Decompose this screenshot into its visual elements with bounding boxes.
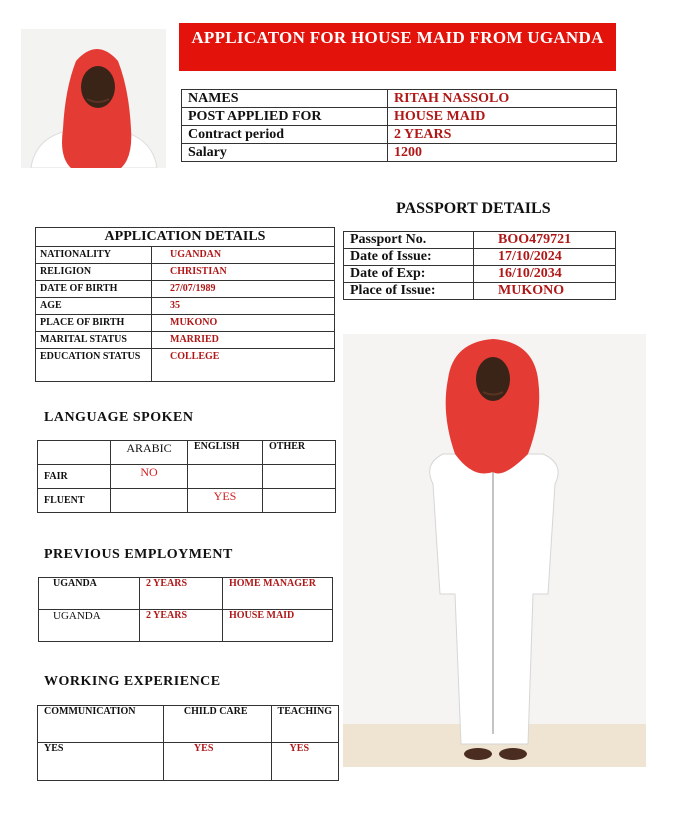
portrait-photo [21, 29, 166, 168]
table-row [36, 298, 335, 315]
table-row [38, 489, 336, 513]
language-corner-cell [38, 441, 111, 465]
expiry-date-label: Date of Exp: [344, 266, 474, 283]
table-row [344, 283, 616, 300]
communication-value: YES [38, 743, 164, 781]
post-value: HOUSE MAID [388, 108, 617, 126]
table-row [36, 281, 335, 298]
names-label: NAMES [182, 90, 388, 108]
expiry-date-value: 16/10/2034 [474, 266, 616, 283]
religion-value: CHRISTIAN [152, 264, 335, 281]
fluent-other-value [263, 489, 336, 513]
table-row [36, 247, 335, 264]
marital-label: MARITAL STATUS [36, 332, 152, 349]
table-row [38, 465, 336, 489]
child-care-header: CHILD CARE [163, 706, 271, 743]
summary-table [181, 89, 617, 162]
marital-value: MARRIED [152, 332, 335, 349]
post-label: POST APPLIED FOR [182, 108, 388, 126]
employment-country: UGANDA [39, 578, 140, 610]
language-table [37, 440, 336, 513]
communication-header: COMMUNICATION [38, 706, 164, 743]
application-details-table [35, 227, 335, 382]
table-row [39, 610, 333, 642]
table-row [38, 441, 336, 465]
passport-no-label: Passport No. [344, 232, 474, 249]
issue-place-value: MUKONO [474, 283, 616, 300]
table-row [182, 144, 617, 162]
religion-label: RELIGION [36, 264, 152, 281]
fluent-english-value: YES [188, 489, 263, 513]
employment-period: 2 YEARS [140, 578, 223, 610]
table-row [36, 315, 335, 332]
passport-no-value: BOO479721 [474, 232, 616, 249]
salary-label: Salary [182, 144, 388, 162]
birthplace-value: MUKONO [152, 315, 335, 332]
teaching-value: YES [271, 743, 338, 781]
table-row [36, 349, 335, 382]
education-value: COLLEGE [152, 349, 335, 382]
passport-table [343, 231, 616, 300]
table-row [344, 232, 616, 249]
issue-place-label: Place of Issue: [344, 283, 474, 300]
education-label: EDUCATION STATUS [36, 349, 152, 382]
table-row [344, 249, 616, 266]
application-details-header: APPLICATION DETAILS [36, 228, 335, 247]
fair-arabic-value: NO [111, 465, 188, 489]
nationality-label: NATIONALITY [36, 247, 152, 264]
employment-role: HOUSE MAID [223, 610, 333, 642]
contract-value: 2 YEARS [388, 126, 617, 144]
table-row [182, 126, 617, 144]
salary-value: 1200 [388, 144, 617, 162]
table-row [36, 332, 335, 349]
names-value: RITAH NASSOLO [388, 90, 617, 108]
issue-date-value: 17/10/2024 [474, 249, 616, 266]
fair-english-value [188, 465, 263, 489]
full-body-photo [343, 334, 646, 767]
arabic-column-header: ARABIC [111, 441, 188, 465]
table-row [38, 706, 339, 743]
issue-date-label: Date of Issue: [344, 249, 474, 266]
fluent-label: FLUENT [38, 489, 111, 513]
page-title: APPLICATON FOR HOUSE MAID FROM UGANDA [179, 23, 616, 71]
table-row [182, 108, 617, 126]
experience-table [37, 705, 339, 781]
employment-table [38, 577, 333, 642]
table-row [182, 90, 617, 108]
employment-period: 2 YEARS [140, 610, 223, 642]
table-row [36, 228, 335, 247]
language-heading: LANGUAGE SPOKEN [44, 410, 194, 425]
table-row [36, 264, 335, 281]
nationality-value: UGANDAN [152, 247, 335, 264]
birthplace-label: PLACE OF BIRTH [36, 315, 152, 332]
table-row [38, 743, 339, 781]
employment-heading: PREVIOUS EMPLOYMENT [44, 547, 233, 562]
dob-label: DATE OF BIRTH [36, 281, 152, 298]
employment-country: UGANDA [39, 610, 140, 642]
age-label: AGE [36, 298, 152, 315]
contract-label: Contract period [182, 126, 388, 144]
passport-heading: PASSPORT DETAILS [396, 200, 551, 217]
child-care-value: YES [163, 743, 271, 781]
fair-other-value [263, 465, 336, 489]
fair-label: FAIR [38, 465, 111, 489]
teaching-header: TEACHING [271, 706, 338, 743]
other-column-header: OTHER [263, 441, 336, 465]
employment-role: HOME MANAGER [223, 578, 333, 610]
table-row [39, 578, 333, 610]
dob-value: 27/07/1989 [152, 281, 335, 298]
age-value: 35 [152, 298, 335, 315]
english-column-header: ENGLISH [188, 441, 263, 465]
table-row [344, 266, 616, 283]
fluent-arabic-value [111, 489, 188, 513]
experience-heading: WORKING EXPERIENCE [44, 674, 221, 689]
